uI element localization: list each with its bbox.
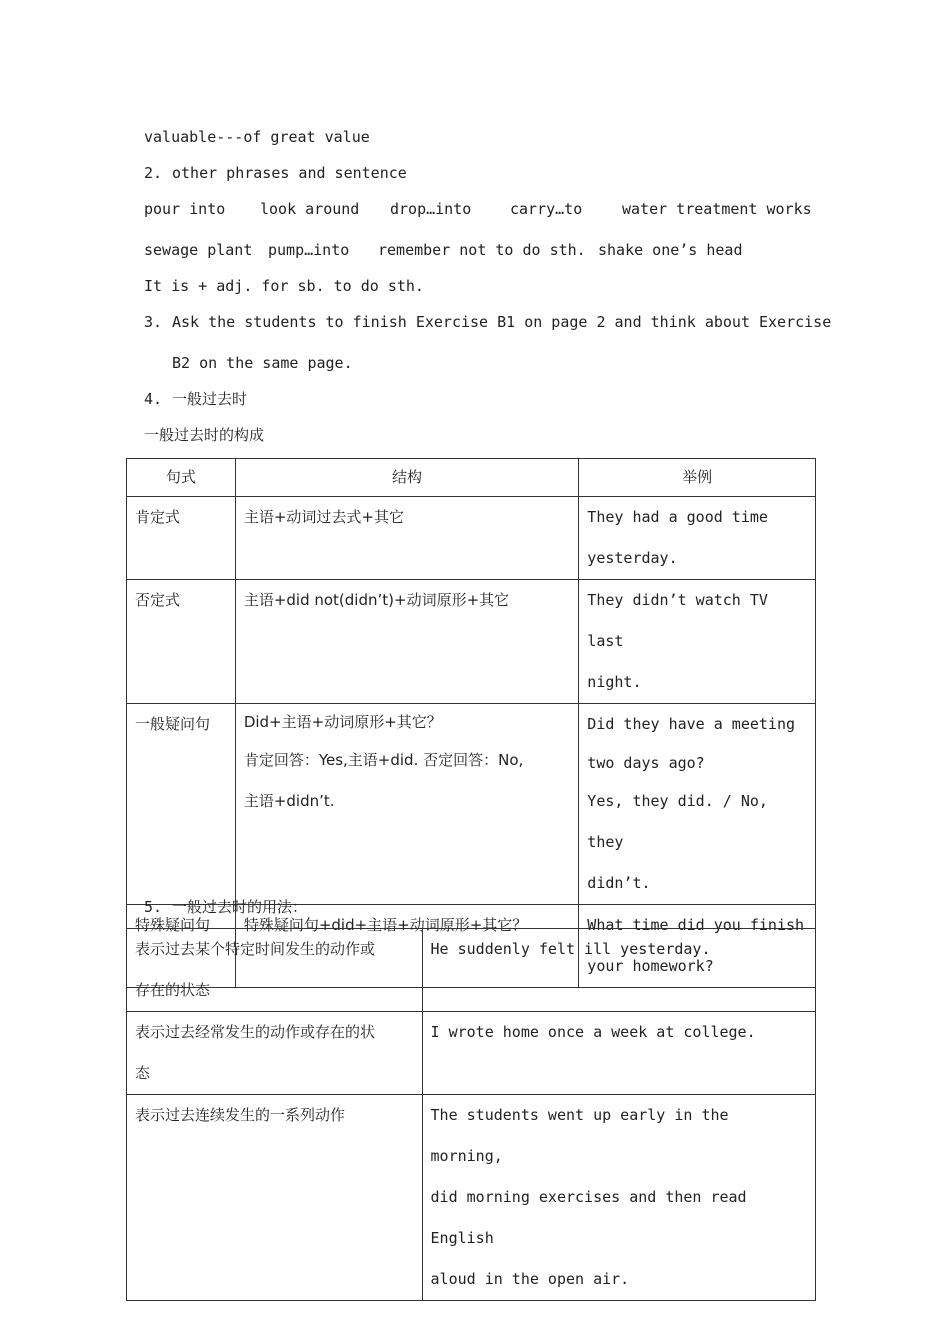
item-2-number: 2. <box>144 164 163 182</box>
usage-example <box>422 1095 815 1301</box>
phrase: carry…to <box>510 200 583 218</box>
structure-text: 主语+did not(didn’t)+动词原形+其它 <box>243 591 510 609</box>
usage-cell <box>127 1012 423 1095</box>
row-type: 特殊疑问句 <box>127 905 236 988</box>
item-4-title: 一般过去时 <box>172 390 248 408</box>
table-row <box>127 497 816 580</box>
structure-line: Did+主语+动词原形+其它？ <box>243 713 442 731</box>
row-example <box>579 580 816 704</box>
item-3-number: 3. <box>144 313 163 331</box>
usage-cell: 表示过去连续发生的一系列动作 <box>127 1095 423 1301</box>
item-2-title: other phrases and sentence <box>172 164 407 182</box>
table-row <box>127 929 816 1012</box>
example-line: yesterday. <box>587 549 678 567</box>
row-structure: 主语+动词过去式+其它 <box>235 497 578 580</box>
row-example <box>579 497 816 580</box>
structure-subtitle: 一般过去时的构成 <box>144 426 265 444</box>
usage-line: 态 <box>135 1064 151 1082</box>
row-structure <box>235 580 578 704</box>
item-5-number: 5. <box>144 898 163 916</box>
phrase: shake one’s head <box>598 241 743 259</box>
item-5-title: 一般过去时的用法： <box>172 898 308 916</box>
row-type: 肯定式 <box>127 497 236 580</box>
row-type: 否定式 <box>127 580 236 704</box>
example-line: did morning exercises and then read English <box>430 1188 747 1247</box>
phrase: pour into <box>144 200 226 218</box>
example-line: They had a good time <box>587 508 768 526</box>
usage-example: I wrote home once a week at college. <box>422 1012 815 1095</box>
example-line: Yes, they did. / No, they <box>587 792 768 851</box>
line-valuable: valuable---of great value <box>144 128 370 146</box>
example-line: The students went up early in the morning, <box>430 1106 729 1165</box>
phrase: water treatment works <box>622 200 812 218</box>
example-line: aloud in the open air. <box>430 1270 630 1288</box>
row-structure: 特殊疑问句+did+主语+动词原形+其它？ <box>235 905 578 988</box>
example-line: night. <box>587 673 642 691</box>
usage-table <box>126 928 816 1301</box>
table-row <box>127 1095 816 1301</box>
example-line: Did they have a meeting <box>587 715 796 733</box>
phrase: drop…into <box>390 200 472 218</box>
header-structure: 结构 <box>235 459 578 497</box>
item-3-text-cont: B2 on the same page. <box>172 354 353 372</box>
table-row <box>127 704 816 905</box>
phrase: remember not to do sth. <box>378 241 586 259</box>
example-line: They didn’t watch TV last <box>587 591 768 650</box>
row-structure <box>235 704 578 905</box>
example-line: didn’t. <box>587 874 651 892</box>
table-header-row <box>127 459 816 497</box>
item-3-text: Ask the students to finish Exercise B1 on page 2 and think about Exercise <box>172 313 832 331</box>
row-type: 一般疑问句 <box>127 704 236 905</box>
usage-line: 表示过去经常发生的动作或存在的状 <box>135 1023 376 1041</box>
phrase: look around <box>260 200 360 218</box>
usage-line: 存在的状态 <box>135 981 211 999</box>
header-example: 举例 <box>579 459 816 497</box>
phrase: sewage plant <box>144 241 253 259</box>
structure-line: 肯定回答：Yes,主语+did. 否定回答：No, <box>243 751 524 769</box>
phrase: pump…into <box>268 241 350 259</box>
table-row <box>127 580 816 704</box>
row-example <box>579 704 816 905</box>
usage-line: 表示过去某个特定时间发生的动作或 <box>135 940 376 958</box>
item-4-number: 4. <box>144 390 163 408</box>
example-line: What time did you finish <box>587 916 805 934</box>
table-row <box>127 1012 816 1095</box>
sentence-pattern: It is + adj. for sb. to do sth. <box>144 277 424 295</box>
structure-line: 主语+didn’t. <box>243 792 335 810</box>
example-line: your homework? <box>587 957 714 975</box>
usage-cell <box>127 929 423 1012</box>
example-line: two days ago? <box>587 754 705 772</box>
usage-example: He suddenly felt ill yesterday. <box>422 929 815 1012</box>
header-type: 句式 <box>127 459 236 497</box>
